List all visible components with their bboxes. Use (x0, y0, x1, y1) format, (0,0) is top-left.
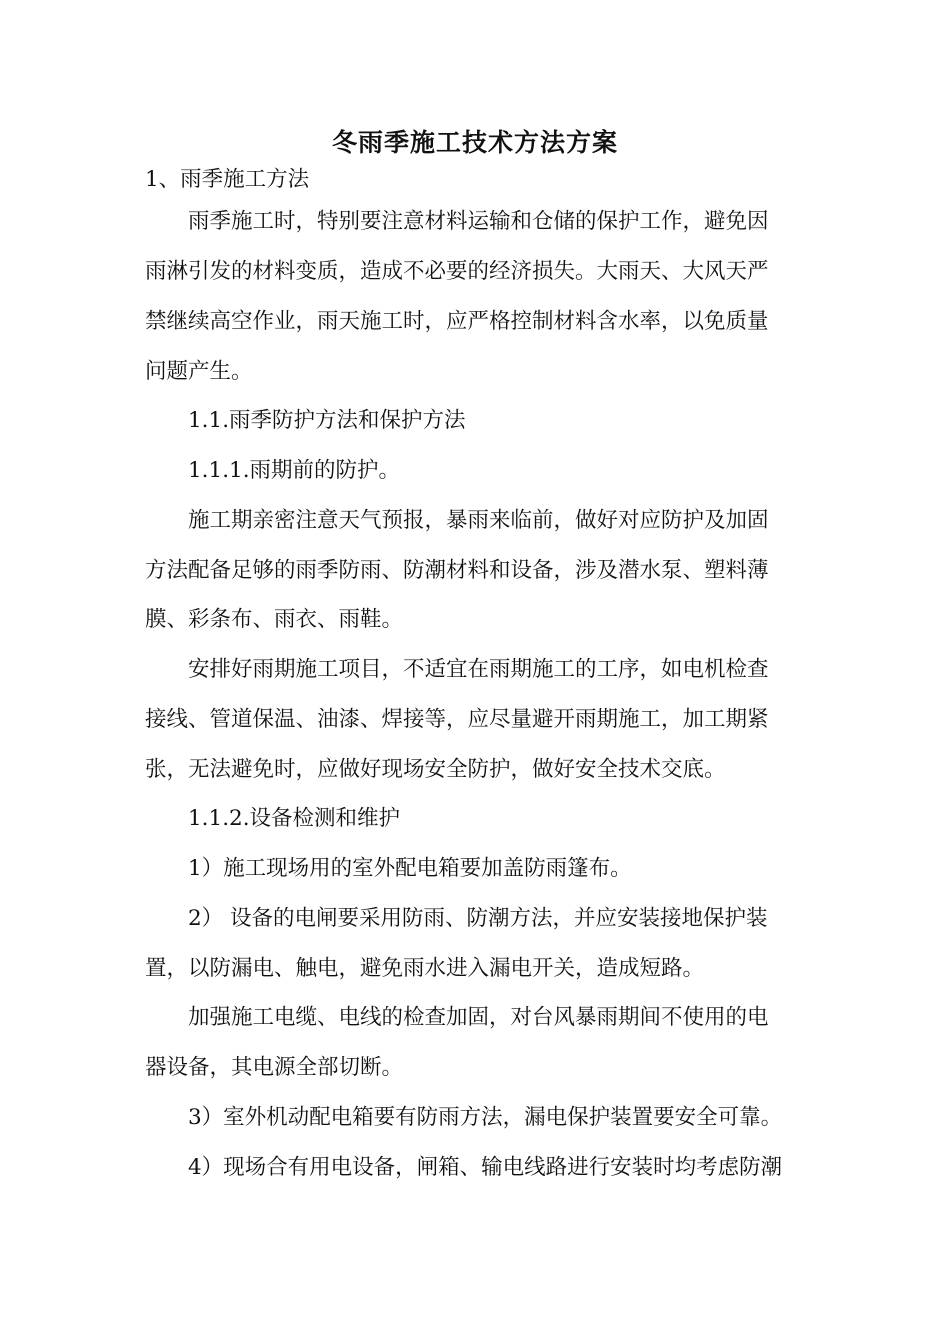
list-item: 1）施工现场用的室外配电箱要加盖防雨篷布。 (188, 856, 632, 881)
list-item: 4）现场合有用电设备，闸箱、输电线路进行安装时均考虑防潮 (188, 1155, 783, 1180)
subsection-heading: 1.1.1.雨期前的防护。 (188, 458, 401, 483)
list-item-continuation: 置，以防漏电、触电，避免雨水进入漏电开关，造成短路。 (145, 956, 705, 981)
paragraph-line: 器设备，其电源全部切断。 (145, 1055, 404, 1080)
paragraph-line: 禁继续高空作业，雨天施工时，应严格控制材料含水率，以免质量 (145, 309, 769, 334)
paragraph-line: 张，无法避免时，应做好现场安全防护，做好安全技术交底。 (145, 757, 726, 782)
subsection-heading: 1.1.2.设备检测和维护 (188, 806, 401, 831)
section-heading: 1、雨季施工方法 (145, 167, 310, 192)
subsection-heading: 1.1.雨季防护方法和保护方法 (188, 408, 466, 433)
paragraph-line: 方法配备足够的雨季防雨、防潮材料和设备，涉及潜水泵、塑料薄 (145, 558, 769, 583)
document-title: 冬雨季施工技术方法方案 (331, 128, 618, 157)
paragraph-line: 加强施工电缆、电线的检查加固，对台风暴雨期间不使用的电 (188, 1005, 769, 1030)
paragraph-line: 雨淋引发的材料变质，造成不必要的经济损失。大雨天、大风天严 (145, 259, 769, 284)
paragraph-line: 安排好雨期施工项目，不适宜在雨期施工的工序，如电机检查 (188, 657, 769, 682)
paragraph-line: 问题产生。 (145, 359, 253, 384)
list-item: 2） 设备的电闸要采用防雨、防潮方法，并应安装接地保护装 (188, 906, 768, 931)
paragraph-line: 膜、彩条布、雨衣、雨鞋。 (145, 607, 404, 632)
paragraph-line: 施工期亲密注意天气预报，暴雨来临前，做好对应防护及加固 (188, 508, 769, 533)
list-item: 3）室外机动配电箱要有防雨方法，漏电保护装置要安全可靠。 (188, 1105, 783, 1130)
paragraph-line: 雨季施工时，特别要注意材料运输和仓储的保护工作，避免因 (188, 209, 769, 234)
paragraph-line: 接线、管道保温、油漆、焊接等，应尽量避开雨期施工，加工期紧 (145, 707, 769, 732)
